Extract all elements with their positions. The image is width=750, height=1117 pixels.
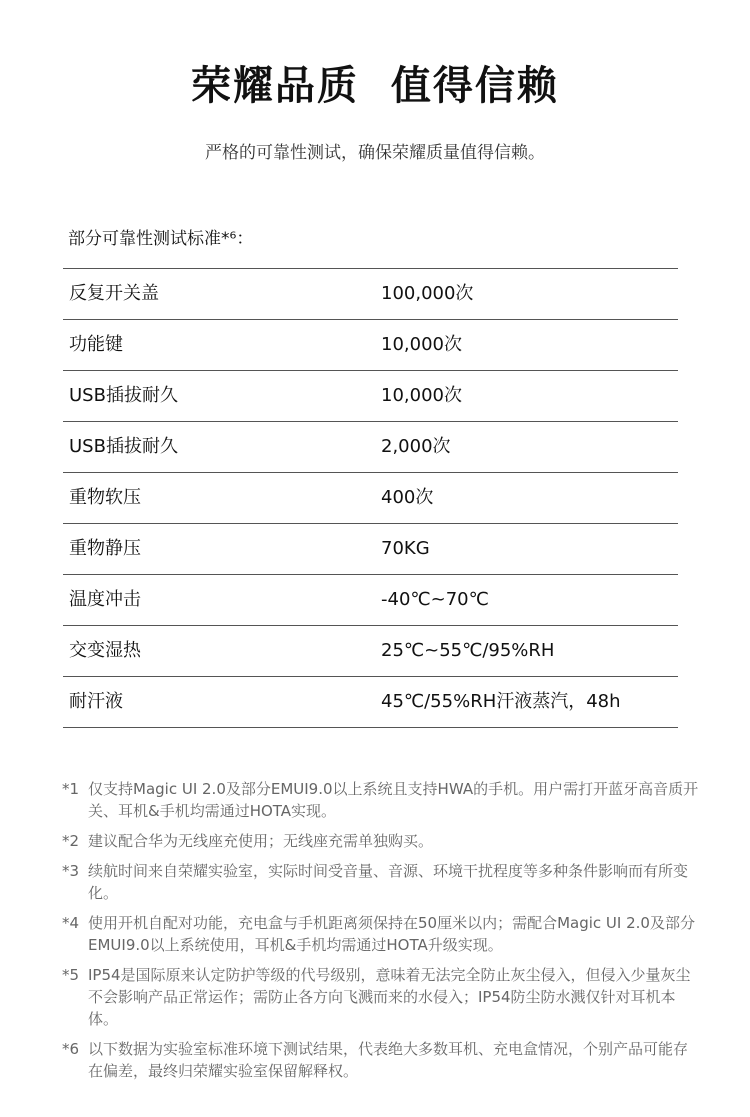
footnote-mark: *3 bbox=[62, 862, 80, 880]
footnote-mark: *4 bbox=[62, 914, 80, 932]
footnote bbox=[62, 964, 702, 1030]
spec-row bbox=[63, 524, 678, 575]
spec-name: USB插拔耐久 bbox=[69, 436, 178, 457]
spec-value: 70KG bbox=[381, 538, 430, 559]
footnote-mark: *2 bbox=[62, 832, 80, 850]
spec-value: 25℃~55℃/95%RH bbox=[381, 640, 555, 661]
spec-row bbox=[63, 677, 678, 728]
footnote bbox=[62, 1038, 702, 1082]
spec-row bbox=[63, 371, 678, 422]
spec-value: 10,000次 bbox=[381, 334, 462, 355]
spec-table bbox=[63, 268, 678, 728]
footnote bbox=[62, 778, 702, 822]
spec-table-label: 部分可靠性测试标准*⁶： bbox=[68, 229, 254, 249]
spec-name: 功能键 bbox=[69, 334, 123, 355]
spec-value: 10,000次 bbox=[381, 385, 462, 406]
footnotes bbox=[62, 778, 702, 1090]
spec-value: 400次 bbox=[381, 487, 434, 508]
spec-name: 耐汗液 bbox=[69, 691, 123, 712]
spec-value: 2,000次 bbox=[381, 436, 451, 457]
spec-row bbox=[63, 422, 678, 473]
page-title: 荣耀品质 值得信赖 bbox=[191, 63, 559, 109]
spec-name: 温度冲击 bbox=[69, 589, 141, 610]
spec-name: 重物软压 bbox=[69, 487, 141, 508]
footnote bbox=[62, 912, 702, 956]
footnote-text: 使用开机自配对功能，充电盒与手机距离须保持在50厘米以内；需配合Magic UI 2.0及部分EMUI9.0以上系统使用，耳机&手机均需通过HOTA升级实现。 bbox=[88, 914, 695, 954]
footnote-text: IP54是国际原来认定防护等级的代号级别，意味着无法完全防止灰尘侵入，但侵入少量灰尘不会影响产品正常运作；需防止各方向飞溅而来的水侵入；IP54防尘防水溅仅针对耳机本体。 bbox=[88, 966, 691, 1028]
footnote-text: 以下数据为实验室标准环境下测试结果，代表绝大多数耳机、充电盒情况，个别产品可能存在偏差，最终归荣耀实验室保留解释权。 bbox=[88, 1040, 689, 1080]
footnote-mark: *6 bbox=[62, 1040, 80, 1058]
page-subtitle: 严格的可靠性测试，确保荣耀质量值得信赖。 bbox=[205, 143, 545, 163]
spec-value: 45℃/55%RH汗液蒸汽，48h bbox=[381, 691, 621, 712]
spec-name: 重物静压 bbox=[69, 538, 141, 559]
footnote bbox=[62, 830, 702, 852]
spec-name: 交变湿热 bbox=[69, 640, 141, 661]
spec-name: USB插拔耐久 bbox=[69, 385, 178, 406]
spec-row bbox=[63, 269, 678, 320]
spec-row bbox=[63, 626, 678, 677]
spec-value: 100,000次 bbox=[381, 283, 474, 304]
spec-name: 反复开关盖 bbox=[69, 283, 159, 304]
footnote-text: 仅支持Magic UI 2.0及部分EMUI9.0以上系统且支持HWA的手机。用户需打开蓝牙高音质开关、耳机&手机均需通过HOTA实现。 bbox=[88, 780, 699, 820]
footnote-mark: *1 bbox=[62, 780, 80, 798]
spec-row bbox=[63, 473, 678, 524]
footnote-mark: *5 bbox=[62, 966, 80, 984]
spec-row bbox=[63, 320, 678, 371]
footnote bbox=[62, 860, 702, 904]
spec-row bbox=[63, 575, 678, 626]
footnote-text: 续航时间来自荣耀实验室，实际时间受音量、音源、环境干扰程度等多种条件影响而有所变化。 bbox=[88, 862, 689, 902]
spec-value: -40℃~70℃ bbox=[381, 589, 489, 610]
footnote-text: 建议配合华为无线座充使用；无线座充需单独购买。 bbox=[88, 832, 434, 850]
